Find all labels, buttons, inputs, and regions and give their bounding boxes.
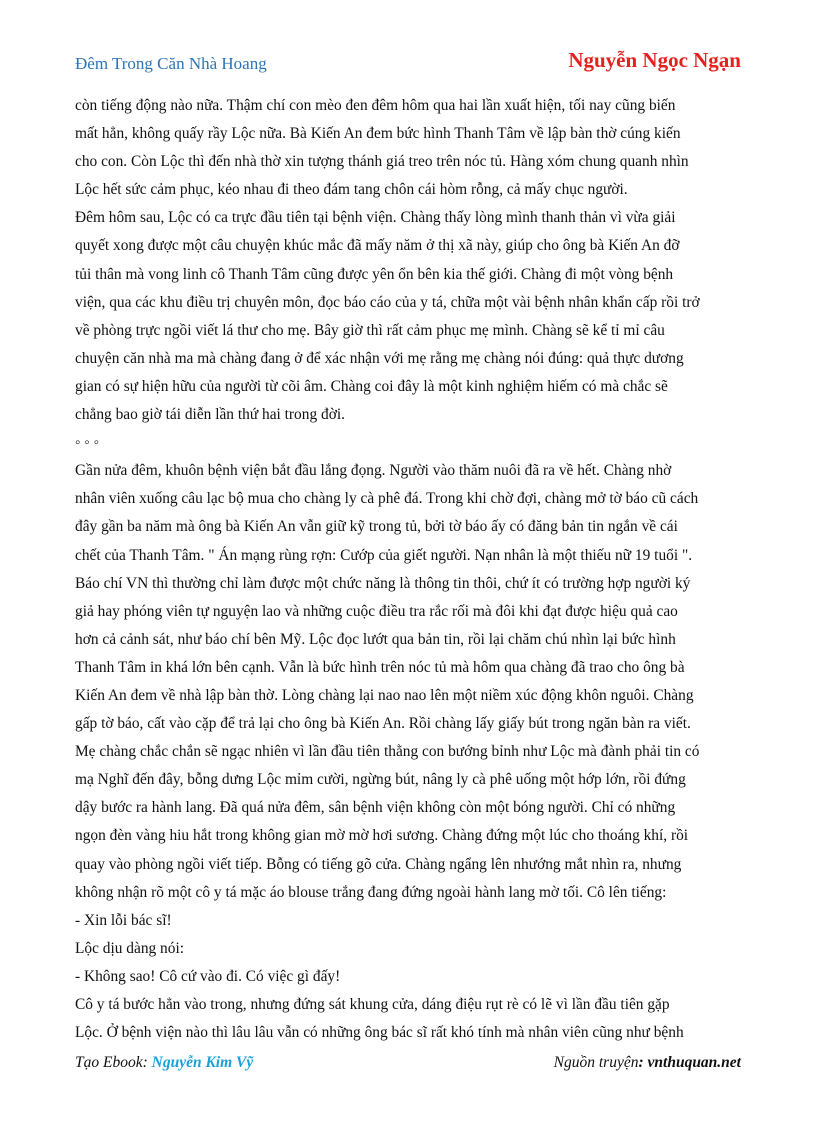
text-line: Kiến An đem về nhà lập bàn thờ. Lòng chàng lại nao nao lên một niềm xúc động khôn nguôi. Chàng	[75, 686, 694, 704]
text-line: Lộc dịu dàng nói:	[75, 939, 184, 957]
text-line: quay vào phòng ngồi viết tiếp. Bỗng có tiếng gõ cửa. Chàng ngẩng lên nhướng mắt nhìn ra, nhưng	[75, 855, 682, 873]
ebook-separator: :	[142, 1054, 152, 1071]
text-line: nhân viên xuống câu lạc bộ mua cho chàng ly cà phê đá. Trong khi chờ đợi, chàng mở tờ báo cũ cách	[75, 490, 699, 508]
text-line: mất hẳn, không quấy rầy Lộc nữa. Bà Kiến An đem bức hình Thanh Tâm về lập bàn thờ cúng kiến	[75, 125, 681, 143]
text-line: Gần nửa đêm, khuôn bệnh viện bắt đầu lắng đọng. Người vào thăm nuôi đã ra về hết. Chàng nhờ	[75, 462, 672, 480]
text-line: Cô y tá bước hẳn vào trong, nhưng đứng sát khung cửa, dáng điệu rụt rè có lẽ vì lần đầu tiên gặp	[75, 996, 670, 1013]
text-line: gian có sự hiện hữu của người từ cõi âm. Chàng coi đây là một kinh nghiệm hiếm có mà chắc sẽ	[75, 377, 668, 395]
text-line: Lộc hết sức cảm phục, kéo nhau đi theo đám tang chôn cái hòm rỗng, cả mấy chục người.	[75, 181, 628, 199]
text-line: Mẹ chàng chắc chắn sẽ ngạc nhiên vì lần đầu tiên thằng con bướng bỉnh như Lộc mà đành phải tin có	[75, 743, 700, 761]
text-line: - Xin lỗi bác sĩ!	[75, 911, 172, 929]
page-header	[75, 48, 741, 78]
text-line: chuyện căn nhà ma mà chàng đang ở để xác nhận với mẹ rằng mẹ chàng nói đúng: quả thực dương	[75, 349, 684, 367]
text-line: đây gần ba năm mà ông bà Kiến An vẫn giữ kỹ trong tủ, bởi tờ báo ấy có đăng bản tin ngắn về cái	[75, 518, 678, 536]
page-footer	[75, 1054, 741, 1078]
text-line: Đêm hôm sau, Lộc có ca trực đầu tiên tại bệnh viện. Chàng thấy lòng mình thanh thản vì vừa giải	[75, 209, 676, 227]
text-line: Lộc. Ở bệnh viện nào thì lâu lâu vẫn có những ông bác sĩ rất khó tính mà nhân viên cũng như bệnh	[75, 1024, 684, 1042]
book-title: Đêm Trong Căn Nhà Hoang	[75, 54, 267, 73]
text-line: dậy bước ra hành lang. Đã quá nửa đêm, sân bệnh viện không còn một bóng người. Chỉ có những	[75, 799, 676, 817]
text-line: quyết xong được một câu chuyện khúc mắc đã mấy năm ở thị xã này, giúp cho ông bà Kiến An đỡ	[75, 237, 680, 255]
author-name: Nguyễn Ngọc Ngạn	[568, 48, 741, 72]
text-line: mạ Nghĩ đến đây, bỗng dưng Lộc mỉm cười, ngừng bút, nâng ly cà phê uống một hớp lớn, rồi đứng	[75, 771, 686, 789]
text-line: hơn cả cảnh sát, như báo chí bên Mỹ. Lộc đọc lướt qua bản tin, rồi lại chăm chú nhìn lại bức hình	[75, 630, 676, 648]
source-site: vnthuquan.net	[647, 1054, 741, 1071]
ebook-credit	[75, 1054, 253, 1072]
text-line: chết của Thanh Tâm. " Án mạng rùng rợn: Cướp của giết người. Nạn nhân là một thiếu nữ 19 tuổi ".	[75, 546, 693, 564]
source-label: Nguồn truyện	[553, 1054, 639, 1071]
text-line: chẳng bao giờ tái diễn lần thứ hai trong đời.	[75, 406, 345, 424]
text-line: không nhận rõ một cô y tá mặc áo blouse trắng đang đứng ngoài hành lang mờ tối. Cô lên tiếng:	[75, 883, 667, 901]
body-text	[75, 92, 745, 1047]
source-credit	[554, 1054, 741, 1072]
text-line: ◦ ◦ ◦	[75, 434, 100, 452]
text-line: - Không sao! Cô cứ vào đi. Có việc gì đấy!	[75, 967, 341, 985]
ebook-label: Tạo Ebook	[75, 1054, 143, 1071]
text-line: giả hay phóng viên tự nguyện lao và những cuộc điều tra rắc rối mà đôi khi đạt được hiệu quả cao	[75, 602, 678, 620]
ebook-creator-name: Nguyễn Kim Vỹ	[151, 1054, 254, 1071]
text-line: viện, qua các khu điều trị chuyên môn, đọc báo cáo của y tá, chữa một vài bệnh nhân khẩn cấp rồi trở	[75, 293, 700, 311]
text-line: ngọn đèn vàng hiu hắt trong không gian mờ mờ hơi sương. Chàng đứng một lúc cho thoáng khí, rồi	[75, 827, 689, 845]
text-line: về phòng trực ngồi viết lá thư cho mẹ. Bây giờ thì rất cảm phục mẹ mình. Chàng sẽ kể tỉ mỉ câu	[75, 321, 665, 339]
text-line: cho con. Còn Lộc thì đến nhà thờ xin tượng thánh giá treo trên nóc tủ. Hàng xóm chung quanh nhìn	[75, 153, 689, 171]
text-line: Thanh Tâm in khá lớn bên cạnh. Vẫn là bức hình trên nóc tủ mà hôm qua chàng đã trao cho ông bà	[75, 658, 685, 676]
text-line: Báo chí VN thì thường chỉ làm được một chức năng là thông tin thôi, chứ ít có trường hợp người ký	[75, 574, 691, 592]
text-line: gấp tờ báo, cất vào cặp để trả lại cho ông bà Kiến An. Rồi chàng lấy giấy bút trong ngăn bàn ra viết.	[75, 715, 691, 733]
text-line: tủi thân mà vong linh cô Thanh Tâm cũng được yên ổn bên kia thế giới. Chàng đi một vòng bệnh	[75, 265, 674, 283]
text-line: còn tiếng động nào nữa. Thậm chí con mèo đen đêm hôm qua hai lần xuất hiện, tối nay cũng biến	[75, 97, 676, 114]
source-separator: :	[638, 1054, 648, 1071]
